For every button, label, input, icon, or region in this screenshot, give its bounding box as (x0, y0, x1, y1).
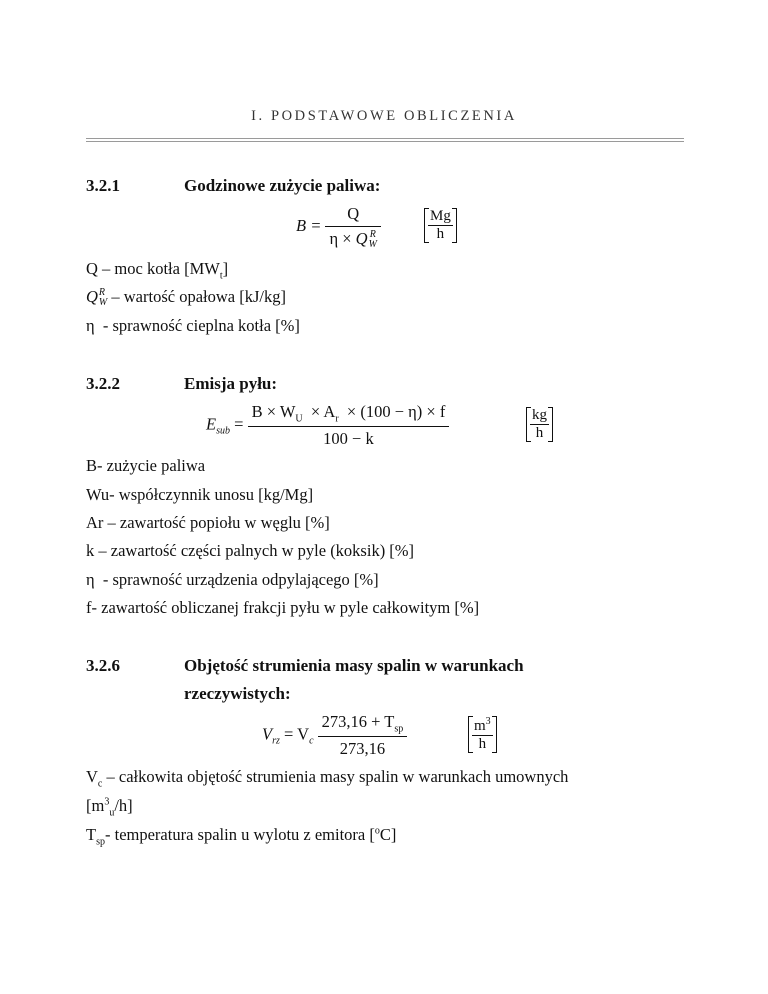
definition-line: η - sprawność urządzenia odpylającego [%] (86, 570, 379, 589)
formula-fuel-consumption (296, 204, 381, 250)
definition-symbol: Q (86, 287, 98, 306)
unit-numerator (472, 716, 493, 736)
numerator-sub: r (335, 413, 339, 425)
definition-line (86, 825, 396, 847)
definition-line: f- zawartość obliczanej frakcji pyłu w pyle całkowitym [%] (86, 598, 480, 617)
unit-denominator: h (535, 425, 544, 441)
unit-numerator-base: m (474, 718, 486, 734)
formula-equals: = (230, 414, 244, 434)
formula-numerator (318, 712, 408, 737)
denominator-symbol: Q (355, 229, 368, 248)
formula-fraction (248, 402, 450, 449)
definition-text: [m (86, 796, 105, 815)
definition-line (86, 316, 300, 336)
unit-numerator: kg (532, 407, 547, 423)
definition-tail: /h] (114, 796, 133, 815)
formula-unit (526, 407, 553, 442)
definition-text: – wartość opałowa [kJ/kg] (107, 287, 286, 306)
formula-denominator: 273,16 (339, 739, 386, 759)
chapter-title: I. PODSTAWOWE OBLICZENIA (251, 108, 517, 124)
formula-equals: = V (279, 724, 310, 744)
definition-tail: ] (222, 259, 229, 278)
section-number: 3.2.6 (86, 656, 120, 675)
section-number: 3.2.1 (86, 176, 120, 195)
denominator-sup: R (369, 229, 376, 241)
definition-line (86, 287, 286, 308)
formula-numerator: Q (325, 204, 380, 227)
unit-numerator-sup: 3 (485, 716, 491, 727)
numerator-sub: U (295, 413, 303, 425)
section-title: Emisja pyłu: (184, 374, 278, 393)
definition-line (86, 796, 133, 818)
definition-line: Ar – zawartość popiołu w węglu [%] (86, 513, 330, 532)
unit-denominator: h (478, 736, 487, 752)
definition-indices (99, 288, 107, 308)
section-title: Godzinowe zużycie paliwa: (184, 176, 381, 195)
formula-lhs-symbol: V (262, 724, 273, 744)
definition-line (86, 767, 568, 789)
formula-lhs-sub: sub (216, 425, 230, 437)
unit-numerator: Mg (430, 208, 451, 224)
section-number: 3.2.2 (86, 374, 120, 393)
definition-tail: C] (379, 825, 397, 844)
formula-denominator: 100 − k (323, 429, 374, 449)
definition-sup: 3 (104, 796, 110, 808)
header-divider (86, 138, 684, 142)
unit-denominator: h (436, 226, 445, 242)
definition-text: - sprawność cieplna kotła [%] (94, 316, 300, 335)
definition-sub: c (97, 778, 103, 790)
numerator-part: B × W (251, 402, 296, 421)
formula-denominator (325, 227, 380, 250)
denominator-prefix: η × (329, 229, 356, 248)
numerator-part: × (100 − η) × f (338, 402, 446, 421)
definition-symbol: Q (86, 259, 98, 278)
definition-text: – całkowita objętość strumienia masy spalin w warunkach umownych (102, 767, 569, 786)
definition-line: B- zużycie paliwa (86, 456, 206, 475)
definition-sup: o (374, 825, 380, 837)
denominator-sub: W (368, 239, 377, 251)
definition-line: k – zawartość części palnych w pyle (koksik) [%] (86, 541, 415, 560)
definition-sub: sp (96, 836, 105, 848)
numerator-sub: sp (394, 723, 404, 735)
definition-symbol: T (86, 825, 97, 844)
formula-fraction (325, 204, 380, 250)
formula-unit (468, 716, 497, 753)
numerator-part: × A (302, 402, 336, 421)
formula-lhs-symbol: E (206, 414, 217, 434)
formula-fraction (318, 712, 408, 759)
definition-text: – moc kotła [MW (97, 259, 220, 278)
formula-numerator (248, 402, 450, 427)
definition-sub: u (109, 807, 115, 819)
section-title-continued: rzeczywistych: (184, 684, 291, 703)
section-title: Objętość strumienia masy spalin w warunkach (184, 656, 524, 675)
definition-sub: t (219, 270, 223, 282)
formula-lhs-sub: rz (272, 735, 280, 747)
definition-line: Wu- współczynnik unosu [kg/Mg] (86, 485, 314, 504)
definition-sup: R (98, 287, 106, 299)
definition-sub: W (98, 297, 108, 309)
definition-symbol: V (86, 767, 98, 786)
formula-lhs: B = (296, 215, 322, 235)
formula-dust-emission (206, 402, 449, 449)
denominator-indices (369, 230, 377, 250)
definition-text: - temperatura spalin u wylotu z emitora [ (105, 825, 375, 844)
definition-symbol: η (86, 316, 95, 335)
numerator-part: 273,16 + T (321, 712, 395, 731)
definition-line (86, 259, 228, 281)
formula-gas-volume (262, 712, 407, 759)
formula-unit (424, 208, 457, 243)
formula-coef-sub: c (309, 735, 314, 747)
